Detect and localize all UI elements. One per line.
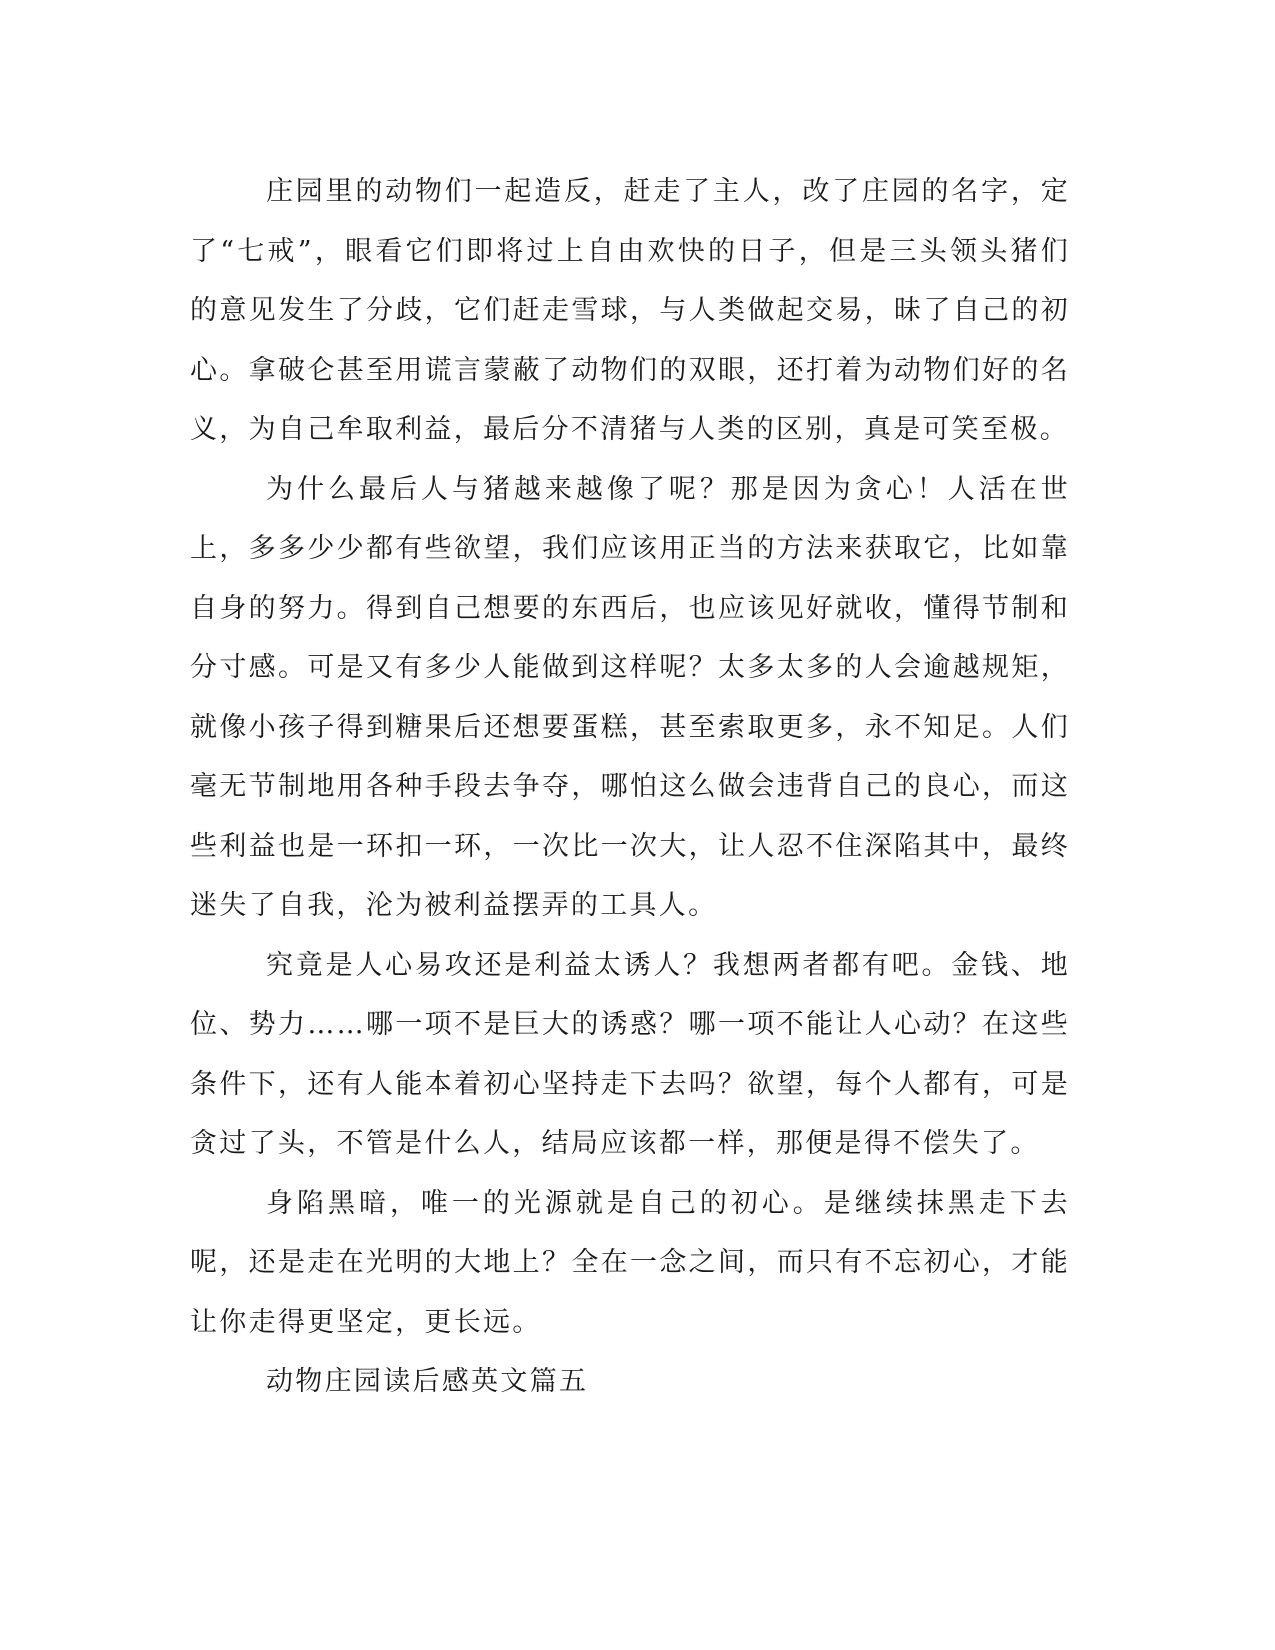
body-text: [190, 162, 1070, 1412]
paragraph-3: 究竟是人心易攻还是利益太诱人？我想两者都有吧。金钱、地位、势力……哪一项不是巨大的诱惑？哪一项不能让人心动？在这些条件下，还有人能本着初心坚持走下去吗？欲望，每个人都有，可是贪过了头，不管是什么人，结局应该都一样，那便是得不偿失了。: [190, 949, 1070, 1159]
paragraph-4: 身陷黑暗，唯一的光源就是自己的初心。是继续抹黑走下去呢，还是走在光明的大地上？全在一念之间，而只有不忘初心，才能让你走得更坚定，更长远。: [190, 1187, 1070, 1338]
paragraph-1: 庄园里的动物们一起造反，赶走了主人，改了庄园的名字，定了“七戒”，眼看它们即将过上自由欢快的日子，但是三头领头猪们的意见发生了分歧，它们赶走雪球，与人类做起交易，昧了自己的初心。拿破仑甚至用谎言蒙蔽了动物们的双眼，还打着为动物们好的名义，为自己牟取利益，最后分不清猪与人类的区别，真是可笑至极。: [190, 176, 1070, 445]
paragraph-2: 为什么最后人与猪越来越像了呢？那是因为贪心！人活在世上，多多少少都有些欲望，我们应该用正当的方法来获取它，比如靠自身的努力。得到自己想要的东西后，也应该见好就收，懂得节制和分寸感。可是又有多少人能做到这样呢？太多太多的人会逾越规矩，就像小孩子得到糖果后还想要蛋糕，甚至索取更多，永不知足。人们毫无节制地用各种手段去争夺，哪怕这么做会违背自己的良心，而这些利益也是一环扣一环，一次比一次大，让人忍不住深陷其中，最终迷失了自我，沦为被利益摆弄的工具人。: [190, 473, 1070, 921]
section-heading: 动物庄园读后感英文篇五: [266, 1366, 589, 1397]
